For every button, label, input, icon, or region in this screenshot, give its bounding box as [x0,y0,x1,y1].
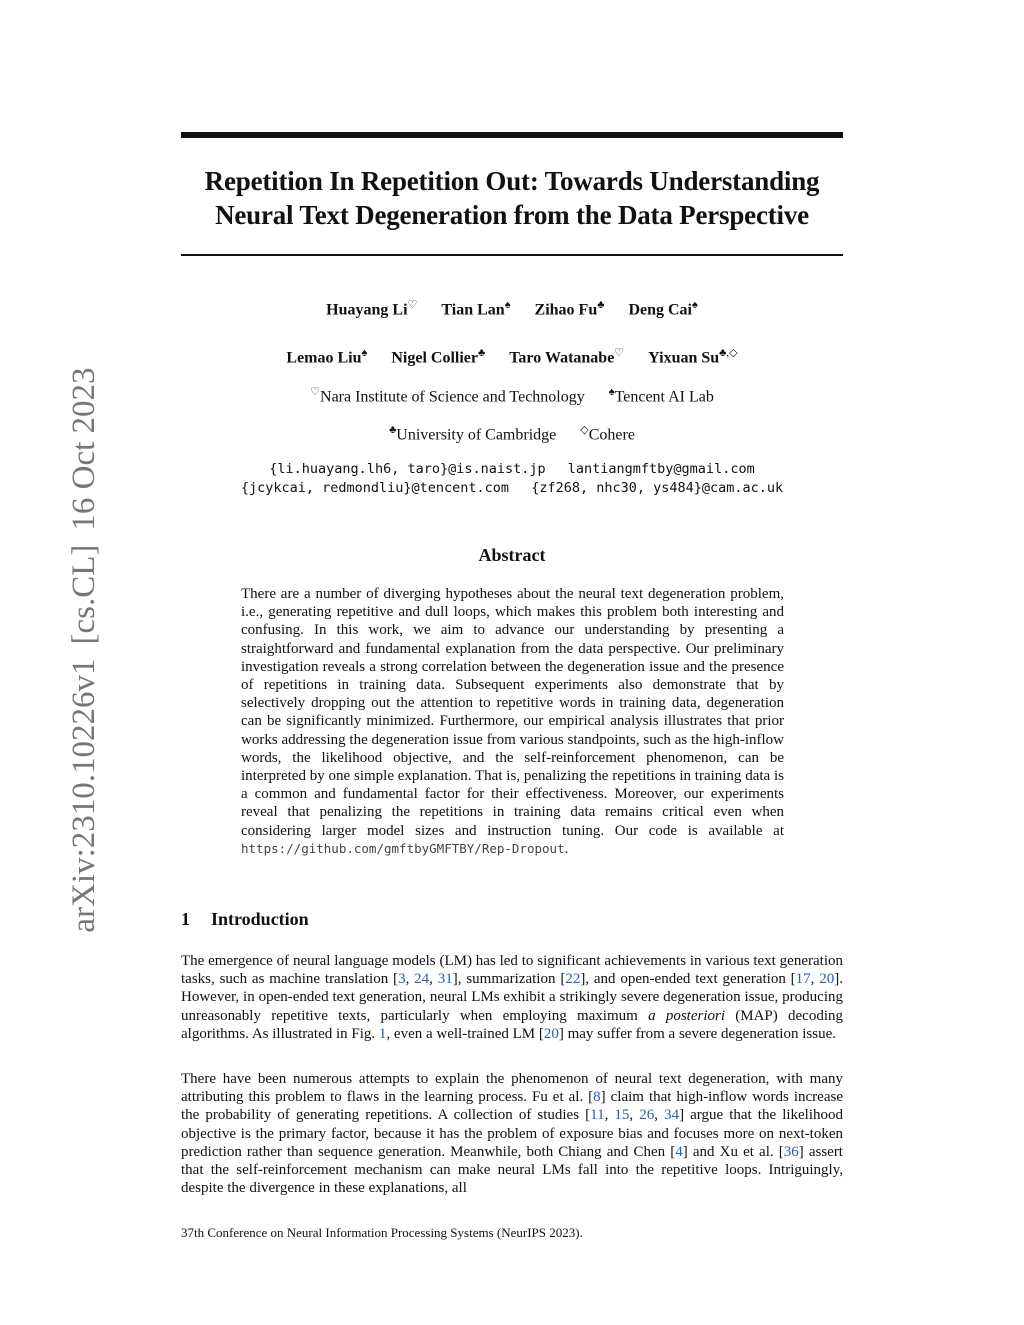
code-repository-link[interactable]: https://github.com/gmftbyGMFTBY/Rep-Dropout [241,840,565,856]
arxiv-category: [cs.CL] [66,544,102,645]
affiliation: ♠Tencent AI Lab [608,386,714,406]
author: Lemao Liu♠ [286,347,368,367]
author: Yixuan Su♣,◇ [648,347,738,367]
citation-link[interactable]: 8 [593,1089,601,1106]
affiliation: ◇Cohere [580,424,635,444]
citation-link[interactable]: 11 [590,1107,605,1124]
author: Huayang Li♡ [326,299,418,319]
citation-link[interactable]: 4 [675,1143,683,1160]
citation-link[interactable]: 3 [398,971,406,988]
citation-link[interactable]: 20 [819,971,835,988]
author: Deng Cai♠ [628,299,698,319]
title-line-1: Repetition In Repetition Out: Towards Understanding [204,166,820,196]
email-address: lantiangmftby@gmail.com [567,461,755,477]
section-number: 1 [181,909,190,929]
author: Taro Watanabe♡ [509,347,625,367]
paper-title [160,164,864,232]
author-list-row-2 [150,346,874,367]
intro-paragraph-1: The emergence of neural language models (LM) has led to significant achievements in various text generation tasks, such as machine translation [3, 24, 31], summarization [22], and open-ended text generation [17, 20]. However, in open-ended text generation, neural LMs exhibit a strikingly severe degeneration issue, producing unreasonably repetitive texts, particularly when employing maximum a posteriori (MAP) decoding algorithms. As illustrated in Fig. 1, even a well-trained LM [20] may suffer from a severe degeneration issue. [181,953,844,1042]
affiliation-row-1 [150,385,874,406]
arxiv-date: 16 Oct 2023 [66,367,102,531]
affiliation: ♡Nara Institute of Science and Technology [310,386,585,406]
affiliation: ♣University of Cambridge [389,424,557,444]
title-top-rule [181,132,843,138]
arxiv-sidebar [27,355,102,945]
affiliation-row-2 [150,423,874,444]
author-list-row-1 [150,298,874,319]
email-address: {jcykcai, redmondliu}@tencent.com [240,480,510,496]
author: Zihao Fu♣ [534,299,605,319]
citation-link[interactable]: 36 [783,1143,799,1160]
abstract-body: There are a number of diverging hypotheses about the neural text degeneration problem, i.e., generating repetitive and dull loops, which makes this problem both interesting and confusing. In this work, we aim to advance our understanding by presenting a straightforward and fundamental explanation from the data perspective. Our preliminary investigation reveals a strong correlation between the degeneration issue and the presence of repetitions in training data. Subsequent experiments also demonstrate that by selectively dropping out the attention to repetitive words in training data, degeneration can be significantly minimized. Furthermore, our empirical analysis illustrates that prior works addressing the degeneration issue from various standpoints, such as the high-inflow words, the likelihood objective, and the self-reinforcement phenomenon, can be interpreted by one simple explanation. That is, penalizing the repetitions in training data is a common and fundamental factor for their effectiveness. Moreover, our experiments reveal that penalizing the repetitions in training data remains critical even when considering larger model sizes and instruction tuning. Our code is available at https://github.com/gmftbyGMFTBY/Rep-Dropout. [241,586,784,857]
email-row-1 [150,461,874,477]
section-heading-introduction [181,909,309,930]
citation-link[interactable]: 17 [795,971,811,988]
email-address: {li.huayang.lh6, taro}@is.naist.jp [269,461,546,477]
intro-paragraph-2: There have been numerous attempts to explain the phenomenon of neural text degeneration, with many attributing this problem to flaws in the learning process. Fu et al. [8] claim that high-inflow words increase the probability of generating repetitions. A collection of studies [11, 15, 26, 34] argue that the likelihood objective is the primary factor, because it has the problem of exposure bias and focuses more on next-token prediction rather than sequence generation. Meanwhile, both Chiang and Chen [4] and Xu et al. [36] assert that the self-reinforcement mechanism can make neural LMs fall into the repetitive loops. Intriguingly, despite the divergence in these explanations, all [181,1071,844,1197]
email-row-2 [150,480,874,496]
arxiv-id: arXiv:2310.10226v1 [66,658,102,933]
citation-link[interactable]: 20 [543,1025,559,1042]
section-title: Introduction [211,909,309,929]
title-line-2: Neural Text Degeneration from the Data Perspective [215,200,809,230]
citation-link[interactable]: 15 [614,1107,630,1124]
conference-footnote: 37th Conference on Neural Information Processing Systems (NeurIPS 2023). [181,1225,583,1240]
citation-link[interactable]: 31 [437,971,453,988]
abstract-heading: Abstract [478,545,546,565]
citation-link[interactable]: 24 [414,971,430,988]
author: Nigel Collier♣ [391,347,486,367]
title-bottom-rule [181,254,843,256]
arxiv-sidebar-text [65,355,103,945]
citation-link[interactable]: 34 [664,1107,680,1124]
figure-reference-link[interactable]: 1 [378,1025,387,1042]
abstract-text: There are a number of diverging hypotheses about the neural text degeneration problem, i.e., generating repetitive and dull loops, which makes this problem both interesting and confusing. In this work, we aim to advance our understanding by presenting a straightforward and fundamental explanation from the data perspective. Our preliminary investigation reveals a strong correlation between the degeneration issue and the presence of repetitions in training data. Subsequent experiments also demonstrate that by selectively dropping out the attention to repetitive words in training data, degeneration can be significantly minimized. Furthermore, our empirical analysis illustrates that prior works addressing the degeneration issue from various standpoints, such as the high-inflow words, the likelihood objective, and the self-reinforcement phenomenon, can be interpreted by one simple explanation. That is, penalizing the repetitions in training data is a common and fundamental factor for their effectiveness. Moreover, our experiments reveal that penalizing the repetitions in training data remains critical even when considering larger model sizes and instruction tuning. Our code is available at [241,586,784,839]
citation-link[interactable]: 26 [639,1107,655,1124]
email-address: {zf268, nhc30, ys484}@cam.ac.uk [531,480,784,496]
author: Tian Lan♠ [441,299,511,319]
citation-link[interactable]: 22 [565,971,581,988]
